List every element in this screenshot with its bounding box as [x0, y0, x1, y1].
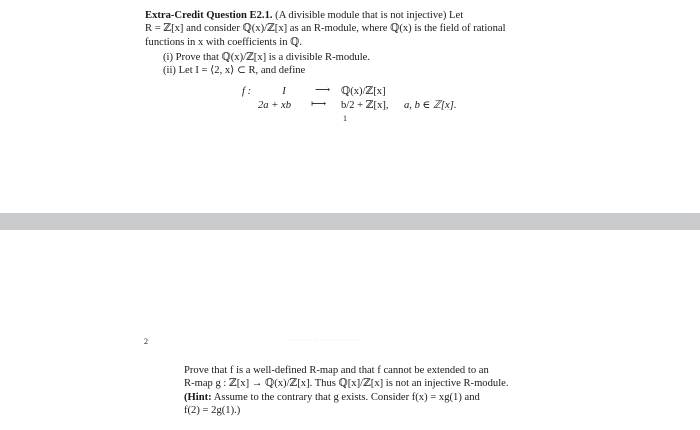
map-domain: I	[282, 86, 286, 97]
maps-to-arrow: ⟼	[311, 99, 327, 110]
continuation-line-2: R-map g : ℤ[x] → ℚ(x)/ℤ[x]. Thus ℚ[x]/ℤ[x] is not an injective R-module.	[184, 378, 509, 390]
continuation-line-1: Prove that f is a well-defined R-map and that f cannot be extended to an	[184, 365, 489, 376]
problem-line-1	[145, 9, 565, 22]
continuation-text	[184, 364, 564, 418]
map-arrow: ⟶	[315, 85, 331, 96]
map-condition: a, b ∈ ℤ[x].	[404, 100, 457, 111]
map-label: f :	[242, 86, 252, 97]
problem-statement	[145, 9, 565, 49]
hint-label: (Hint:	[184, 391, 212, 403]
problem-line-3: functions in x with coefficients in ℚ.	[145, 36, 303, 48]
map-element: 2a + xb	[258, 100, 292, 111]
question-title: Extra-Credit Question E2.1.	[145, 10, 273, 21]
problem-line-2: R = ℤ[x] and consider ℚ(x)/ℤ[x] as an R-module, where ℚ(x) is the field of rational	[145, 23, 506, 35]
page-number-1: 1	[343, 114, 347, 123]
problem-subtitle: (A divisible module that is not injective) Let	[272, 10, 464, 21]
map-image: b/2 + ℤ[x],	[341, 100, 389, 111]
continuation-line-4: f(2) = 2g(1).)	[184, 405, 241, 417]
page-number-2: 2	[144, 337, 148, 346]
hint-text: Assume to the contrary that g exists. Consider f(x) = xg(1) and	[211, 391, 480, 403]
part-ii: (ii) Let I = ⟨2, x⟩ ⊂ R, and define	[163, 65, 306, 77]
continuation-line-3	[184, 391, 564, 404]
map-codomain: ℚ(x)/ℤ[x]	[341, 86, 386, 97]
page-separator	[0, 213, 700, 230]
problem-parts	[163, 51, 523, 78]
part-i: (i) Prove that ℚ(x)/ℤ[x] is a divisible R-module.	[163, 52, 371, 63]
faint-header-text: ···· ···· ·· ······ ·········	[290, 338, 361, 344]
